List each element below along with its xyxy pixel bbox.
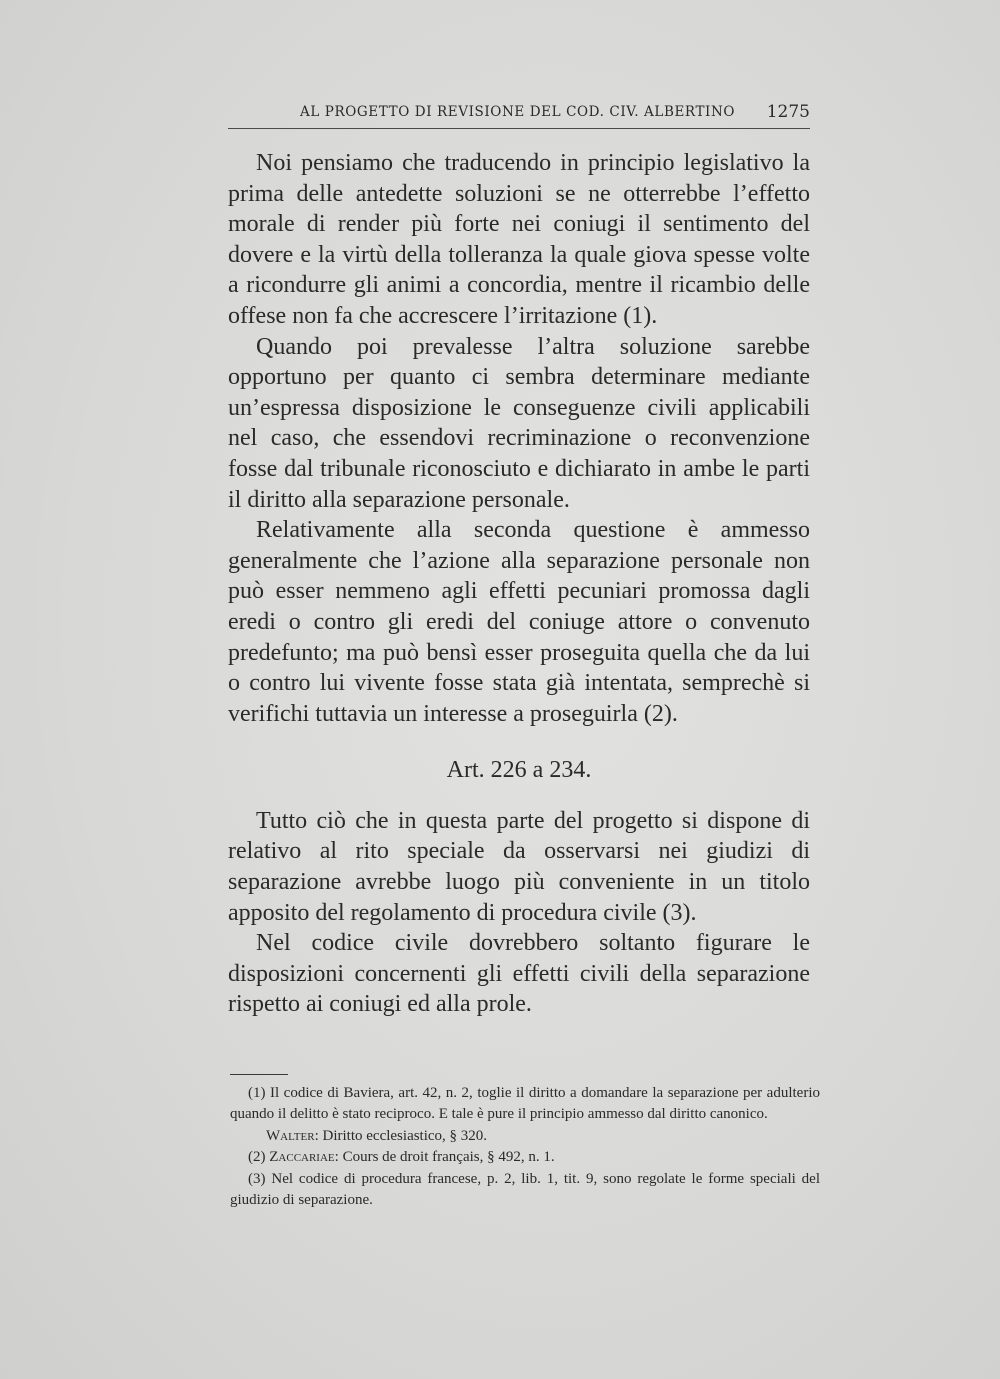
- page-number: 1275: [766, 102, 810, 122]
- paragraph: Noi pensiamo che traducendo in principio legislativo la prima delle antedette soluzioni se ne otterrebbe l’effetto morale di render più forte nei coniugi il sentimento del dovere e la virtù della tolleranza la quale giova spesse volte a ricondurre gli animi a concordia, mentre il ricambio delle offese non fa che accrescere l’irritazione (1).: [228, 150, 810, 329]
- footnote-1: (1) Il codice di Baviera, art. 42, n. 2, toglie il diritto a domandare la separazione per adulterio quando il delitto è stato reciproco. E tale è pure il principio ammesso dal diritto canonico.: [230, 1085, 820, 1123]
- paragraph: Tutto ciò che in questa parte del progetto si dispone di relativo al rito speciale da osservarsi nei giudizi di separazione avrebbe luogo più conveniente in un titolo apposito del regolamento di procedura civile (3).: [228, 807, 810, 926]
- running-title: AL PROGETTO DI REVISIONE DEL COD. CIV. ALBERTINO: [300, 104, 736, 120]
- paragraph: Nel codice civile dovrebbero soltanto figurare le disposizioni concernenti gli effetti civili della separazione rispetto ai coniugi ed alla prole.: [228, 930, 810, 1018]
- paragraph: Relativamente alla seconda questione è ammesso generalmente che l’azione alla separazione personale non può esser nemmeno agli effetti pecuniari promossa dagli eredi o contro gli eredi del coniuge attore o convenuto predefunto; ma può bensì esser proseguita quella che da lui o contro lui vivente fosse stata già intentata, semprechè si verifichi tuttavia un interesse a proseguirla (2).: [228, 517, 810, 727]
- footnotes: [230, 1074, 820, 1211]
- footnote-2: [230, 1147, 820, 1168]
- footnote-2-number: (2): [248, 1149, 266, 1166]
- paragraph: Quando poi prevalesse l’altra soluzione sarebbe opportuno per quanto ci sembra determinare mediante un’espressa disposizione le conseguenze civili applicabili nel caso, che essendovi recriminazione o reconvenzione fosse dal tribunale riconosciuto e dichiarato in ambe le parti il diritto alla separazione personale.: [228, 333, 810, 513]
- footnote-3: (3) Nel codice di procedura francese, p. 2, lib. 1, tit. 9, sono regolate le forme speciali del giudizio di separazione.: [230, 1170, 820, 1209]
- footnote-1-work: Diritto ecclesiastico, § 320.: [322, 1127, 488, 1144]
- footnote-1-author: Walter:: [266, 1127, 319, 1144]
- footnote-2-work: Cours de droit français, § 492, n. 1.: [342, 1149, 555, 1166]
- section-heading: Art. 226 a 234.: [446, 757, 592, 784]
- footnote-1-reference: [230, 1126, 820, 1147]
- footnote-2-author: Zaccariae:: [269, 1149, 339, 1166]
- running-header: [228, 104, 810, 129]
- main-text: [228, 148, 810, 1020]
- footnote-divider: [230, 1074, 288, 1075]
